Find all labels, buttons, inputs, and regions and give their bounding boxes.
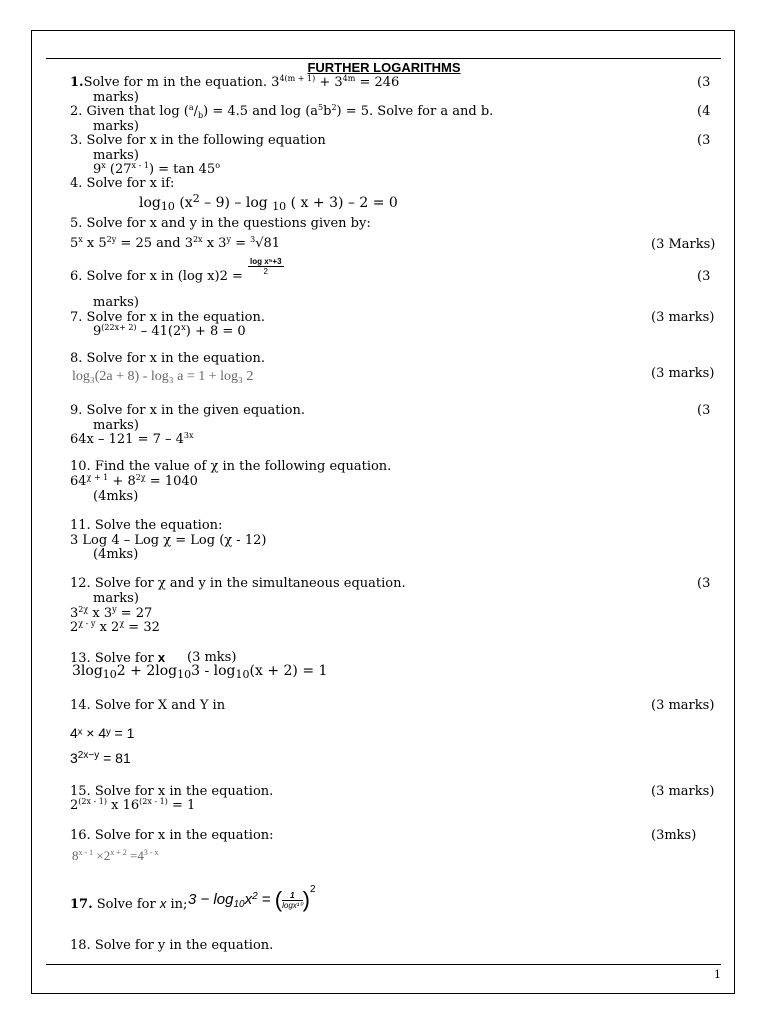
q15-equation: $2^{(2x - 1)}$ x $16^{(2x - 1)} = 1$ — [70, 797, 196, 813]
q1-marks-cont: marks) — [93, 90, 139, 105]
q6-fraction: $\frac{\text{log x⁵+3}}{2}$ — [250, 257, 282, 276]
q7-marks: (3 marks) — [651, 310, 715, 325]
q4-equation: $\log_{10} (x^2 - 9)$ – log $_{10}$ ( x + 3) – 2 = 0 — [139, 192, 398, 213]
q13-equation: $3\log_{10}2 + 2\log_{10}3 - \log_{10}(x + 2) = 1$ — [72, 663, 328, 681]
q3-equation: 9$^x$ $(27^{x - 1}) = \tan 45^o$ — [93, 161, 221, 177]
question-8: 8. Solve for x in the equation. — [70, 351, 265, 366]
top-rule — [46, 58, 721, 59]
q5-marks: (3 Marks) — [651, 237, 716, 252]
question-1: 1.Solve for m in the equation. $3^{4(m + 1)} + 3^{4m} = 246$ — [70, 74, 400, 90]
q6-marks-cont: marks) — [93, 295, 139, 310]
q11-equation: 3 Log 4 – Log χ = Log (χ - 12) — [70, 533, 267, 548]
q7-equation: $9^{(22x+ 2)} - 41(2^x) + 8 = 0$ — [93, 323, 246, 339]
question-18: 18. Solve for y in the equation. — [70, 938, 274, 953]
q16-marks: (3mks) — [651, 828, 697, 843]
question-11: 11. Solve the equation: — [70, 518, 223, 533]
q12-marks: (3 — [697, 576, 711, 591]
q13-marks: (3 mks) — [187, 650, 237, 665]
bottom-rule — [46, 964, 721, 965]
question-3: 3. Solve for x in the following equation — [70, 133, 326, 148]
q3-marks-cont: marks) — [93, 148, 139, 163]
q11-marks: (4mks) — [93, 547, 139, 562]
q14-marks: (3 marks) — [651, 698, 715, 713]
question-14: 14. Solve for X and Y in — [70, 698, 226, 713]
q10-marks: (4mks) — [93, 489, 139, 504]
q8-equation: log₃(2a + 8) - log₃ a = 1 + log₃ 2 — [72, 369, 254, 384]
question-16: 16. Solve for x in the equation: — [70, 828, 274, 843]
question-15: 15. Solve for x in the equation. — [70, 784, 274, 799]
q14-equation-1: 4ˣ × 4ʸ = 1 — [70, 725, 135, 741]
q10-equation: $64^{\chi + 1} + 8^{2\chi} = 1040$ — [70, 473, 198, 489]
question-2: 2. Given that $\log (^a/_b) = 4.5$ and $\log (a^5b^2) = 5$. Solve for a and b. — [70, 103, 494, 120]
question-5: 5. Solve for x and y in the questions given by: — [70, 216, 371, 231]
q2-marks-cont: marks) — [93, 119, 139, 134]
question-9: 9. Solve for x in the given equation. — [70, 403, 306, 418]
q15-marks: (3 marks) — [651, 784, 715, 799]
q1-marks: (3 — [697, 75, 711, 90]
q16-equation: $8^{x - 1} \times 2^{x + 2} =4^{3 - x}$ — [72, 848, 159, 863]
q9-marks: (3 — [697, 403, 711, 418]
question-13: 13. Solve for x — [70, 650, 166, 666]
q2-marks: (4 — [697, 104, 711, 119]
q17-equation: $3 - \log_{10}x^2$ = ( $\frac{1}{\text{logx¹⁰}}$ )$^2$ — [188, 884, 316, 913]
question-4: 4. Solve for x if: — [70, 176, 175, 191]
q12-marks-cont: marks) — [93, 591, 139, 606]
question-12: 12. Solve for χ and y in the simultaneous equation. — [70, 576, 406, 591]
q8-marks: (3 marks) — [651, 366, 715, 381]
question-6: 6. Solve for x in (log x)2 = — [70, 269, 243, 284]
question-7: 7. Solve for x in the equation. — [70, 310, 265, 325]
q6-marks: (3 — [697, 269, 711, 284]
q5-equation: 5$^x$ x $5^{2y} = 25$ and $3^{2x}$ x $3^y = ^3√81$ — [70, 235, 281, 251]
q3-marks: (3 — [697, 133, 711, 148]
page-title: FURTHER LOGARITHMS — [307, 60, 461, 75]
page-number: 1 — [714, 968, 721, 981]
q9-equation: $64x - 121 = 7 - 4^{3x}$ — [70, 431, 194, 447]
question-10: 10. Find the value of χ in the following equation. — [70, 459, 392, 474]
q12-equation-2: $2^{\chi - y}$ x $2^\chi = 32$ — [70, 619, 160, 635]
q9-marks-cont: marks) — [93, 418, 139, 433]
q14-equation-2: $3^{2x-y} = 81$ — [70, 750, 131, 766]
question-17: 17. Solve for x in; — [70, 896, 188, 912]
q12-equation-1: $3^{2\chi}$ x $3^y = 27$ — [70, 605, 153, 621]
